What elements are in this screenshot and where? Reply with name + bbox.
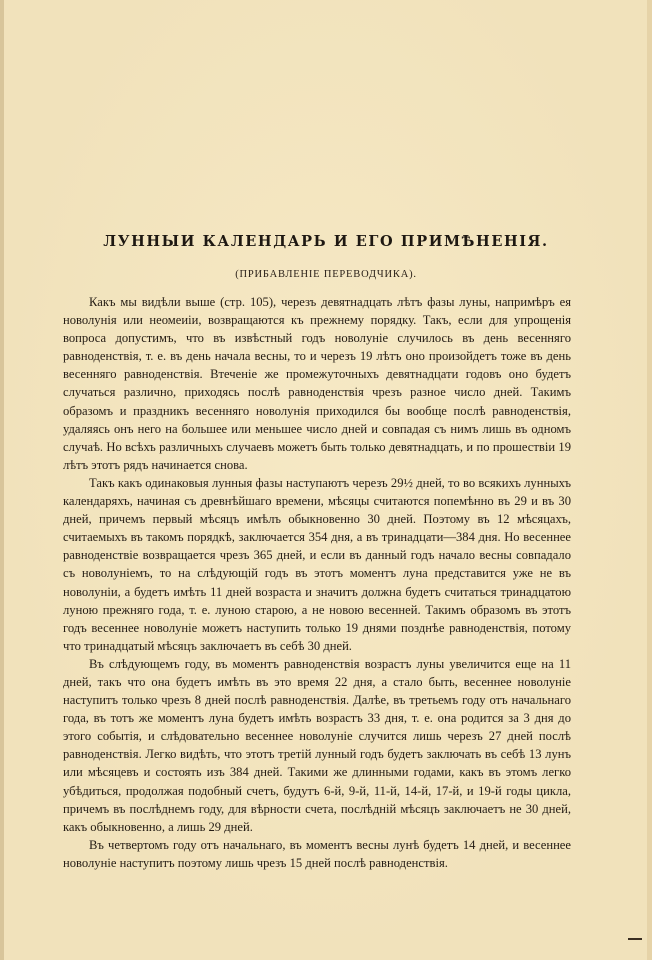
page-left-edge [0, 0, 4, 960]
page-corner-mark [628, 938, 642, 940]
paragraph: Въ слѣдующемъ году, въ моментъ равноденствія возрастъ луны увеличится еще на 11 дней, такъ что она будетъ имѣть въ это время 22 дня, а стало быть, весеннее новолуніе наступитъ только чрезъ 8 дней послѣ равноденствія. Далѣе, въ третьемъ году отъ начальнаго года, въ тотъ же моментъ луна будетъ имѣть возрастъ 33 дня, т. е. она родится за 3 дня до этого событія, и слѣдовательно весеннее новолуніе случится лишь черезъ 27 дней послѣ равноденствія. Легко видѣть, что этотъ третій лунный годъ будетъ заключать въ себѣ 13 лунъ или мѣсяцевъ и состоять изъ 384 дней. Такими же длинными годами, какъ въ этомъ легко убѣдиться, продолжая подобный счетъ, будутъ 6-й, 9-й, 11-й, 14-й, 17-й, и 19-й годы цикла, причемъ въ послѣднемъ году, для вѣрности счета, послѣдній мѣсяцъ заключаетъ не 30 дней, какъ обыкновенно, а лишь 29 дней. [63, 656, 571, 834]
body-text [63, 293, 571, 872]
chapter-subtitle: (ПРИБАВЛЕНІЕ ПЕРЕВОДЧИКА). [235, 269, 417, 280]
paragraph: Такъ какъ одинаковыя лунныя фазы наступаютъ черезъ 29½ дней, то во всякихъ лунныхъ календаряхъ, начиная съ древнѣйшаго времени, мѣсяцы считаются попемѣнно въ 29 и въ 30 дней, причемъ первый мѣсяцъ имѣлъ обыкновенно 30 дней. Поэтому въ 12 мѣсяцахъ, считаемыхъ въ такомъ порядкѣ, заключается 354 дня, а въ тринадцати—384 дня. Но весеннее равноденствіе возвращается чрезъ 365 дней, и если въ данный годъ начало весны совпадало съ новолуніемъ, то на слѣдующій годъ въ этотъ моментъ луна представится уже не въ новолуніи, а будетъ имѣть 11 дней возраста и значитъ должна будетъ считаться тринадцатою луною прежняго года, т. е. луною старою, а не новою весенней. Такимъ образомъ въ этотъ годъ весеннее новолуніе можетъ наступить только 19 днями позднѣе равноденствія, потому что тринадцатый мѣсяцъ заключаетъ въ себѣ 30 дней. [63, 475, 571, 653]
paragraph: Какъ мы видѣли выше (стр. 105), черезъ девятнадцать лѣтъ фазы луны, напримѣръ ея новолунія или неомеиіи, возвращаются къ прежнему порядку. Такъ, если для упрощенія вопроса допустимъ, что въ извѣстный годъ новолуніе случилось въ день весенняго равноденствія, т. е. въ день начала весны, то и черезъ 19 лѣтъ оно произойдетъ тоже въ день весенняго равноденствія. Втеченіе же промежуточныхъ девятнадцати годовъ оно будетъ случаться различно, приходясь послѣ равноденствія чрезъ разное число дней. Такимъ образомъ и праздникъ весенняго новолунія приходился бы вообще послѣ равноденствія, удаляясь онъ него на большее или меньшее число дней и совпадая съ нимъ лишь въ одномъ случаѣ. Но всѣхъ различныхъ случаевъ можетъ быть только девятнадцать, и по прошествіи 19 лѣтъ этотъ рядъ начинается снова. [63, 295, 571, 472]
paragraph: Въ четвертомъ году отъ начальнаго, въ моментъ весны лунѣ будетъ 14 дней, и весеннее новолуніе наступитъ поэтому лишь чрезъ 15 дней послѣ равноденствія. [63, 837, 571, 870]
page-right-edge [647, 0, 652, 960]
chapter-title: ЛУННЫИ КАЛЕНДАРЬ И ЕГО ПРИМѢНЕНІЯ. [103, 233, 549, 250]
